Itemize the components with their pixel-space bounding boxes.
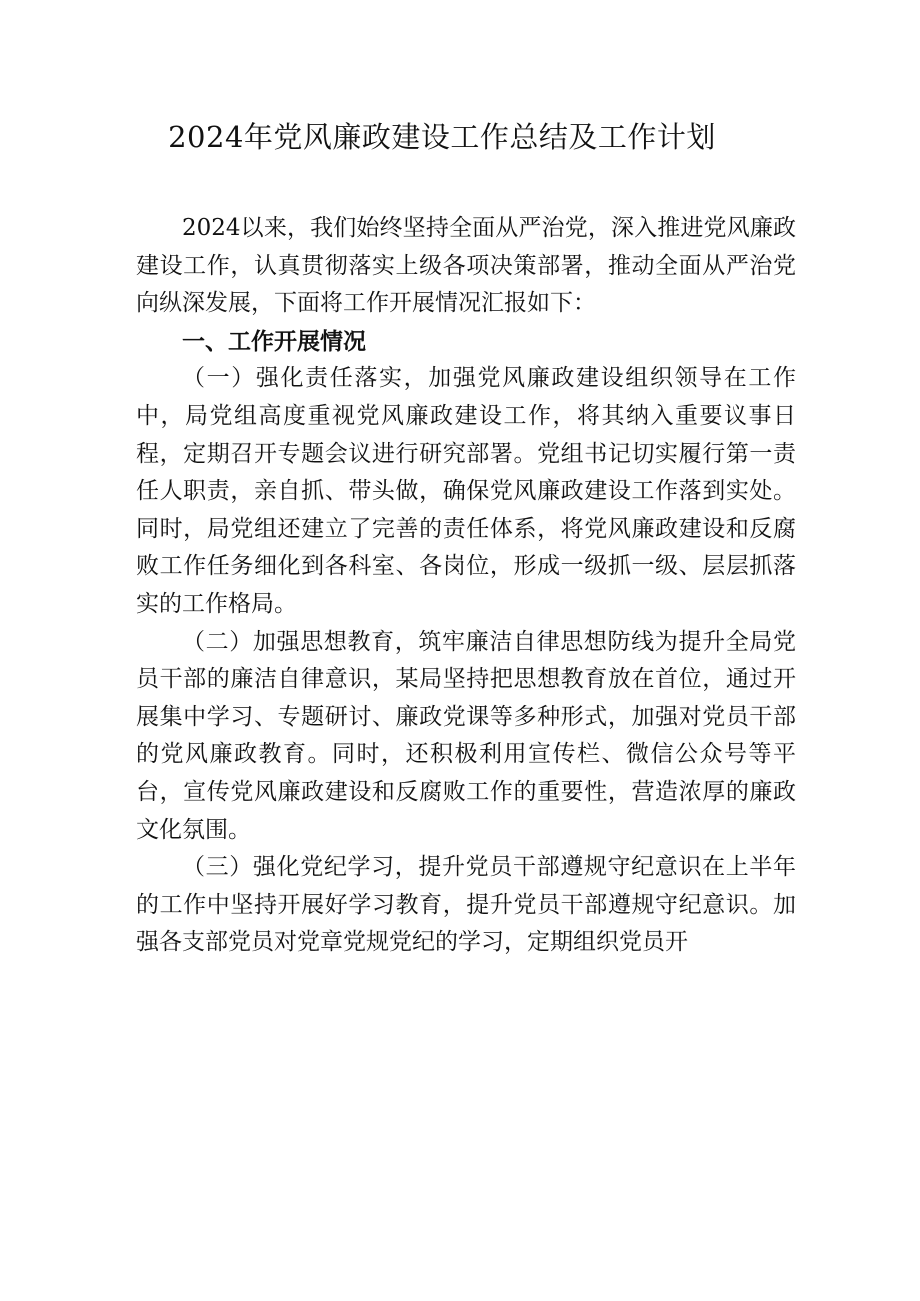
- document-body: [136, 210, 796, 962]
- paragraph-discipline-study: （三）强化党纪学习，提升党员干部遵规守纪意识在上半年的工作中坚持开展好学习教育，提升党员干部遵规守纪意识。加强各支部党员对党章党规党纪的学习，定期组织党员开: [136, 854, 796, 956]
- paragraph-ideological-education: （二）加强思想教育，筑牢廉洁自律思想防线为提升全局党员干部的廉洁自律意识，某局坚持把思想教育放在首位，通过开展集中学习、专题研讨、廉政党课等多种形式，加强对党员干部的党风廉政教育。同时，还积极利用宣传栏、微信公众号等平台，宣传党风廉政建设和反腐败工作的重要性，营造浓厚的廉政文化氛围。: [136, 628, 796, 843]
- document-title: 2024年党风廉政建设工作总结及工作计划: [168, 120, 716, 154]
- paragraph-responsibility: （一）强化责任落实，加强党风廉政建设组织领导在工作中，局党组高度重视党风廉政建设工作，将其纳入重要议事日程，定期召开专题会议进行研究部署。党组书记切实履行第一责任人职责，亲自抓、带头做，确保党风廉政建设工作落到实处。同时，局党组还建立了完善的责任体系，将党风廉政建设和反腐败工作任务细化到各科室、各岗位，形成一级抓一级、层层抓落实的工作格局。: [136, 365, 796, 617]
- section-heading-work-progress: 一、工作开展情况: [182, 327, 366, 355]
- intro-paragraph: 2024以来，我们始终坚持全面从严治党，深入推进党风廉政建设工作，认真贯彻落实上级各项决策部署，推动全面从严治党向纵深发展，下面将工作开展情况汇报如下：: [136, 215, 796, 317]
